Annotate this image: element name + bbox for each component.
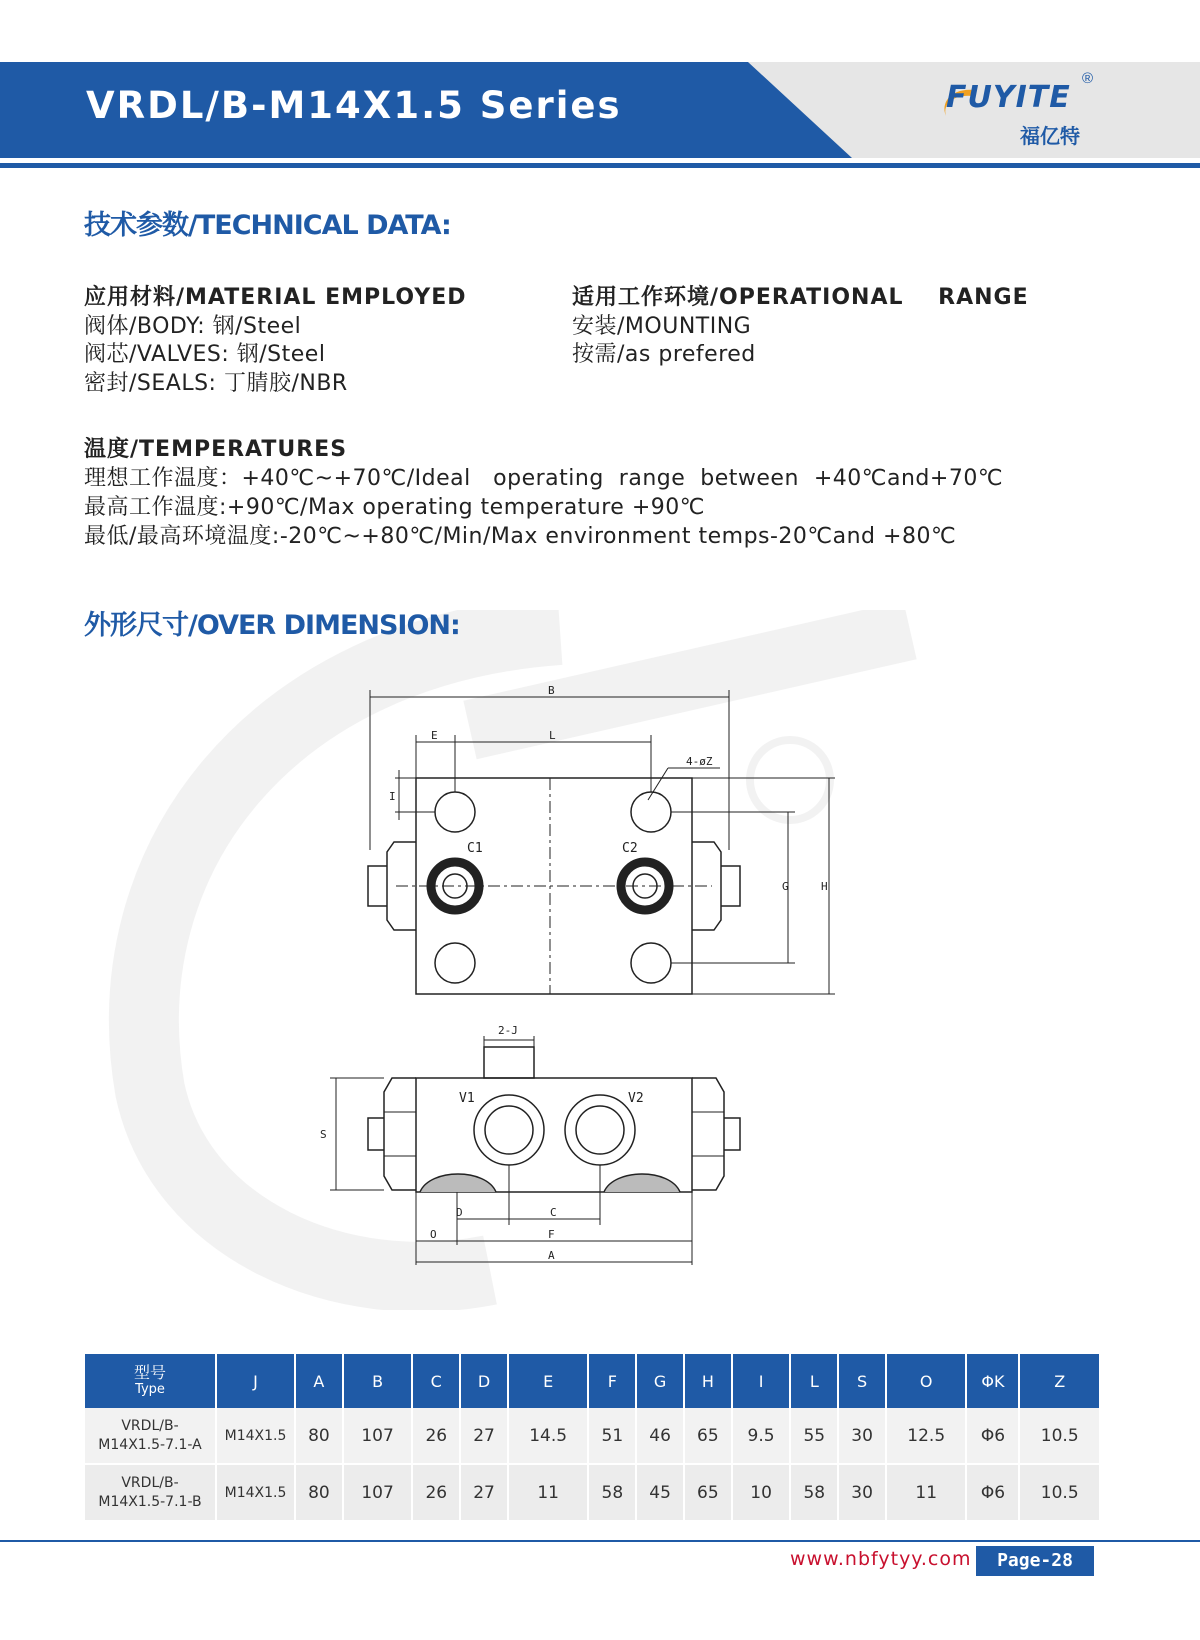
mount-hole <box>631 943 671 983</box>
cell: 80 <box>295 1464 343 1520</box>
cell: M14X1.5 <box>216 1464 295 1520</box>
cell: Φ6 <box>966 1408 1019 1464</box>
cell: 58 <box>790 1464 838 1520</box>
cell: 12.5 <box>886 1408 967 1464</box>
temp-ideal-line: 理想工作温度：+40℃~+70℃/Ideal operating range between +40℃and+70℃ <box>84 466 1004 491</box>
dim-label-c2: C2 <box>622 841 638 856</box>
logo-chinese-name: 福亿特 <box>1020 124 1080 148</box>
th-col: O <box>886 1354 967 1408</box>
cell: 80 <box>295 1408 343 1464</box>
th-type: 型号 Type <box>85 1354 216 1408</box>
technical-data-heading: 技术参数/TECHNICAL DATA: <box>84 210 451 241</box>
row-type: VRDL/B- M14X1.5-7.1-B <box>85 1464 216 1520</box>
th-col: S <box>838 1354 886 1408</box>
temp-minmax-line: 最低/最高环境温度:-20℃~+80℃/Min/Max environment temps-20℃and +80℃ <box>84 524 957 549</box>
cell: 14.5 <box>508 1408 589 1464</box>
website-link[interactable]: www.nbfytyy.com <box>790 1548 972 1570</box>
dim-label-l: L <box>549 729 556 742</box>
th-col: J <box>216 1354 295 1408</box>
page-number: Page-28 <box>976 1546 1094 1576</box>
cell: 55 <box>790 1408 838 1464</box>
cell: 26 <box>412 1408 460 1464</box>
cell: Φ6 <box>966 1464 1019 1520</box>
dim-label-g: G <box>782 880 789 893</box>
th-col: D <box>460 1354 508 1408</box>
dim-label-h: H <box>821 880 828 893</box>
dim-label-e: E <box>431 729 438 742</box>
dim-label-c: C <box>550 1206 557 1219</box>
footer-divider <box>0 1540 1200 1542</box>
cell: 11 <box>886 1464 967 1520</box>
dim-label-d: D <box>456 1206 463 1219</box>
cell: 46 <box>636 1408 684 1464</box>
dim-label-c1: C1 <box>467 841 483 856</box>
dim-label-v2: V2 <box>628 1091 644 1106</box>
operational-title: 适用工作环境/OPERATIONAL RANGE <box>572 285 1029 310</box>
mount-hole <box>631 792 671 832</box>
spec-table <box>85 1354 1101 1520</box>
cell: 58 <box>588 1464 636 1520</box>
cell: 51 <box>588 1408 636 1464</box>
cell: 65 <box>684 1408 732 1464</box>
j-boss <box>484 1047 534 1078</box>
cell: 10.5 <box>1019 1464 1100 1520</box>
cell: 30 <box>838 1464 886 1520</box>
material-valves-line: 阀芯/VALVES: 钢/Steel <box>84 342 326 367</box>
table-row <box>85 1464 1100 1520</box>
logo-registered-mark: ® <box>1082 70 1094 87</box>
cell: 9.5 <box>732 1408 791 1464</box>
th-col: L <box>790 1354 838 1408</box>
cell: 27 <box>460 1408 508 1464</box>
cell: 10.5 <box>1019 1408 1100 1464</box>
table-header-row <box>85 1354 1100 1408</box>
page-title: VRDL/B-M14X1.5 Series <box>86 84 622 127</box>
cell: 11 <box>508 1464 589 1520</box>
logo-wordmark: FUYITE <box>946 80 1071 115</box>
th-col: Z <box>1019 1354 1100 1408</box>
dimension-drawing <box>300 670 860 1290</box>
temp-max-line: 最高工作温度:+90℃/Max operating temperature +90℃ <box>84 495 705 520</box>
left-hex <box>384 1078 416 1190</box>
cell: M14X1.5 <box>216 1408 295 1464</box>
cell: 10 <box>732 1464 791 1520</box>
dim-label-o: O <box>430 1228 437 1241</box>
th-col: B <box>343 1354 413 1408</box>
table-row <box>85 1408 1100 1464</box>
th-col: C <box>412 1354 460 1408</box>
th-col: ΦK <box>966 1354 1019 1408</box>
dim-label-v1: V1 <box>459 1091 475 1106</box>
temperatures-title: 温度/TEMPERATURES <box>84 437 348 462</box>
th-col: E <box>508 1354 589 1408</box>
dim-label-b: B <box>548 684 555 697</box>
cell: 107 <box>343 1464 413 1520</box>
material-title: 应用材料/MATERIAL EMPLOYED <box>84 285 467 310</box>
cell: 107 <box>343 1408 413 1464</box>
mount-hole <box>435 792 475 832</box>
material-seals-line: 密封/SEALS: 丁腈胶/NBR <box>84 371 348 396</box>
th-col: F <box>588 1354 636 1408</box>
cell: 30 <box>838 1408 886 1464</box>
operational-prefered-line: 按需/as prefered <box>572 342 756 367</box>
th-col: H <box>684 1354 732 1408</box>
dim-label-s: S <box>320 1128 327 1141</box>
over-dimension-heading: 外形尺寸/OVER DIMENSION: <box>84 610 460 641</box>
cell: 26 <box>412 1464 460 1520</box>
dim-label-f: F <box>548 1228 555 1241</box>
row-type: VRDL/B- M14X1.5-7.1-A <box>85 1408 216 1464</box>
th-col: A <box>295 1354 343 1408</box>
header-divider <box>0 163 1200 168</box>
right-hex <box>692 1078 724 1190</box>
dim-label-a: A <box>548 1249 555 1262</box>
th-col: I <box>732 1354 791 1408</box>
cell: 27 <box>460 1464 508 1520</box>
operational-mounting-line: 安装/MOUNTING <box>572 314 752 339</box>
material-body-line: 阀体/BODY: 钢/Steel <box>84 314 302 339</box>
cell: 45 <box>636 1464 684 1520</box>
dim-label-j: 2-J <box>498 1024 518 1037</box>
dim-label-i: I <box>389 790 396 803</box>
mount-hole <box>435 943 475 983</box>
th-col: G <box>636 1354 684 1408</box>
dim-label-z: 4-øZ <box>686 755 713 768</box>
cell: 65 <box>684 1464 732 1520</box>
